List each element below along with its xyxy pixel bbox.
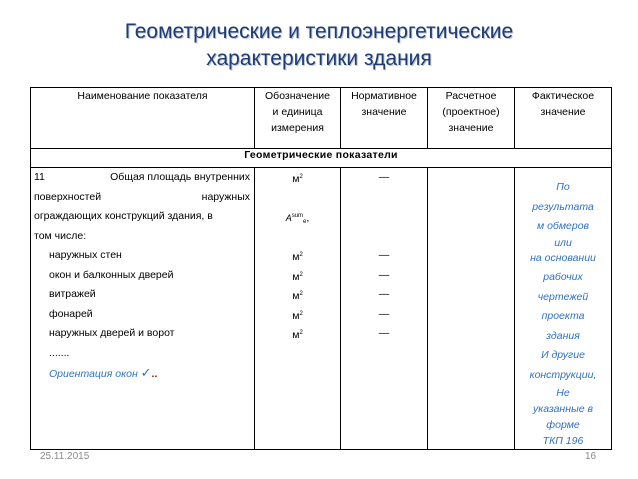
window-orientation: Ориентация окон ✓..: [49, 365, 158, 380]
actual-value-cell: По результата м обмеров или на основании рабочих чертежей проекта здания И другие конструкции, Не указанные в форме ТКП 196: [515, 168, 612, 450]
table-row: [31, 168, 612, 450]
indicator-names-cell: 11 Общая площадь внутренних поверхностей наружных ограждающих конструкций здания, в том числе: наружных стен окон и балконных дверей витражей фонарей наружных дверей и ворот ....... Ориентация окон ✓..: [31, 168, 255, 450]
sum-area-symbol: $A^{sum}_e$,: [285, 212, 310, 225]
title-line-1: Геометрические и теплоэнергетические: [124, 20, 514, 43]
red-dots: ..: [151, 368, 158, 380]
header-normative: Нормативное значение: [341, 88, 428, 149]
characteristics-table: [30, 87, 612, 450]
calculated-cell: [428, 168, 515, 450]
list-item: наружных стен: [49, 249, 122, 261]
header-actual: Фактическое значение: [515, 88, 612, 149]
units-cell: $м^2$ $A^{sum}_e$, $м^2$ $м^2$ $м^2$ $м^2$ $м^2$: [255, 168, 341, 450]
page-number: 16: [585, 451, 597, 462]
header-calculated: Расчетное (проектное) значение: [428, 88, 515, 149]
list-item: витражей: [49, 288, 96, 300]
section-title: Геометрические показатели: [31, 149, 612, 168]
section-row: [31, 149, 612, 168]
list-item: наружных дверей и ворот: [49, 327, 175, 339]
checkmark-icon: ✓: [140, 365, 152, 380]
footer-date: 25.11.2015: [40, 451, 90, 462]
title-line-2: характеристики здания: [206, 47, 432, 70]
normative-cell: — — — — — —: [341, 168, 428, 450]
header-name: Наименование показателя: [31, 88, 255, 149]
table-header-row: [31, 88, 612, 149]
ellipsis: .......: [49, 346, 70, 359]
slide-title: [0, 18, 638, 72]
list-item: фонарей: [49, 307, 93, 320]
header-unit: Обозначение и единица измерения: [255, 88, 341, 149]
list-item: окон и балконных дверей: [49, 268, 174, 281]
